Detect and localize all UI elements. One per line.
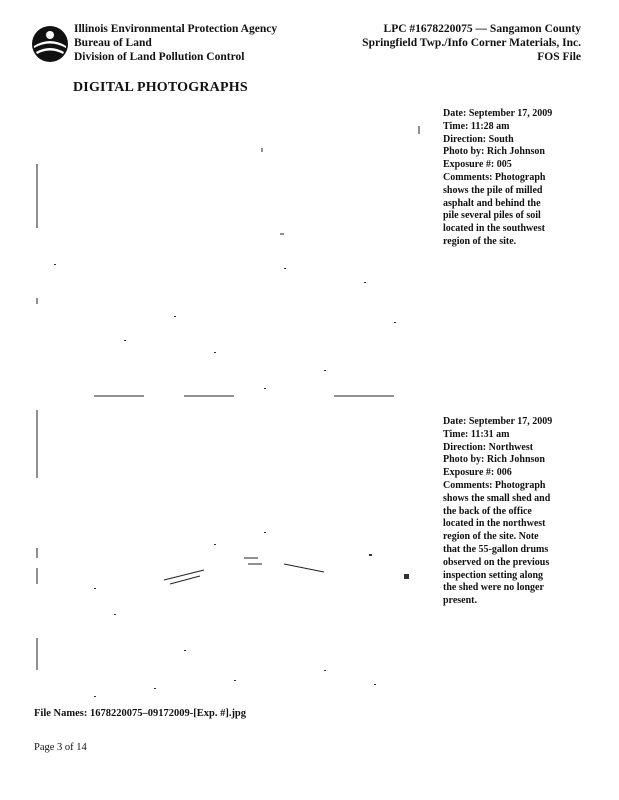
photo-time: Time: 11:28 am [443, 120, 510, 132]
site-header [362, 22, 581, 64]
faded-photo-artifacts [34, 108, 424, 400]
photo-comments-5: located in the southwest [443, 223, 545, 235]
photo-comments-2: shows the pile of milled [443, 184, 543, 196]
photo-direction: Direction: Northwest [443, 441, 534, 453]
photo-comments-10: present. [443, 595, 477, 607]
file-name-note: File Names: 1678220075–09172009-[Exp. #].jpg [34, 708, 247, 719]
photo-date: Date: September 17, 2009 [443, 416, 553, 427]
division-name: Division of Land Pollution Control [74, 51, 245, 63]
file-type: FOS File [537, 51, 581, 63]
photo-comments-4: located in the northwest [443, 518, 546, 530]
photo-comments-1: Comments: Photograph [443, 479, 546, 491]
photo-comments-6: that the 55-gallon drums [443, 543, 549, 555]
photo-exposure: Exposure #: 005 [443, 159, 512, 171]
site-id-county: LPC #1678220075 — Sangamon County [383, 23, 581, 35]
photo-comments-5: region of the site. Note [443, 531, 539, 543]
photo-comments-9: the shed were no longer [443, 582, 544, 594]
photo-comments-3: the back of the office [443, 505, 532, 517]
page-number: Page 3 of 14 [34, 742, 87, 753]
photo-2 [34, 408, 424, 706]
photo-1 [34, 108, 424, 400]
illinois-epa-seal-icon [30, 24, 70, 64]
bureau-name: Bureau of Land [74, 37, 152, 49]
photo-comments-7: observed on the previous [443, 556, 550, 568]
photo-comments-4: pile several piles of soil [443, 210, 541, 222]
agency-name: Illinois Environmental Protection Agency [74, 23, 278, 35]
photo-time: Time: 11:31 am [443, 428, 510, 440]
site-name: Springfield Twp./Info Corner Materials, Inc. [362, 37, 581, 49]
faded-photo-artifacts [34, 408, 424, 706]
photo-1-caption [443, 108, 593, 249]
photo-comments-3: asphalt and behind the [443, 197, 541, 209]
photo-comments-6: region of the site. [443, 235, 517, 247]
photo-photographer: Photo by: Rich Johnson [443, 454, 545, 466]
photo-exposure: Exposure #: 006 [443, 467, 512, 479]
photo-comments-2: shows the small shed and [443, 492, 551, 504]
photo-comments-1: Comments: Photograph [443, 171, 546, 183]
photo-2-caption [443, 416, 593, 608]
photo-date: Date: September 17, 2009 [443, 108, 553, 119]
photo-comments-8: inspection setting along [443, 569, 544, 581]
agency-header [30, 22, 330, 68]
photo-direction: Direction: South [443, 133, 514, 145]
photo-photographer: Photo by: Rich Johnson [443, 146, 545, 158]
page-title: DIGITAL PHOTOGRAPHS [73, 80, 248, 95]
